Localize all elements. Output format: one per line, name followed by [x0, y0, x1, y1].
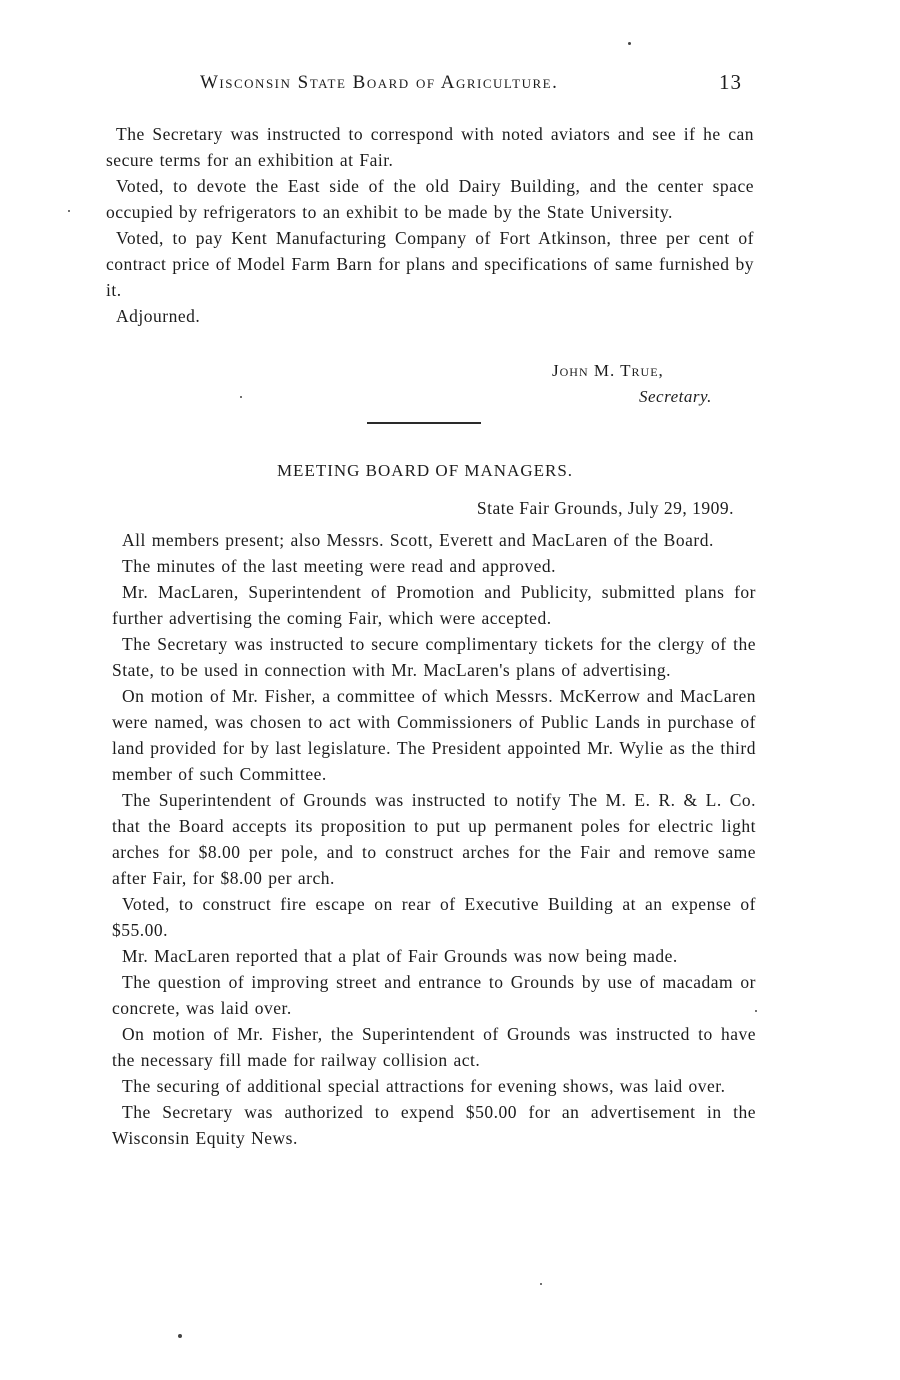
print-speck	[68, 210, 70, 212]
signature-block	[552, 358, 752, 410]
print-speck	[755, 1010, 757, 1012]
paragraph: The Secretary was instructed to correspond with noted aviators and see if he can secure terms for an exhibition at Fair.	[106, 124, 754, 170]
print-speck	[240, 396, 242, 398]
print-speck	[178, 1334, 182, 1338]
first-section-body	[106, 121, 754, 329]
paragraph: The question of improving street and entrance to Grounds by use of macadam or concrete, was laid over.	[112, 972, 756, 1018]
paragraph: Mr. MacLaren reported that a plat of Fair Grounds was now being made.	[122, 946, 678, 966]
paragraph: Mr. MacLaren, Superintendent of Promotion and Publicity, submitted plans for further advertising the coming Fair, which were accepted.	[112, 582, 756, 628]
paragraph: The minutes of the last meeting were read and approved.	[122, 556, 556, 576]
paragraph: Adjourned.	[116, 306, 201, 326]
print-speck	[628, 42, 631, 45]
section-heading: MEETING BOARD OF MANAGERS.	[276, 461, 574, 480]
second-section-body	[112, 527, 756, 1151]
paragraph: The Secretary was instructed to secure complimentary tickets for the clergy of the State, to be used in connection with Mr. MacLaren's plans of advertising.	[112, 634, 756, 680]
paragraph: The Secretary was authorized to expend $50.00 for an advertisement in the Wisconsin Equity News.	[112, 1102, 756, 1148]
paragraph: All members present; also Messrs. Scott, Everett and MacLaren of the Board.	[122, 530, 714, 550]
signature-name: John M. True,	[552, 361, 664, 380]
section-divider	[367, 422, 481, 424]
paragraph: On motion of Mr. Fisher, the Superintendent of Grounds was instructed to have the necessary fill made for railway collision act.	[112, 1024, 756, 1070]
print-speck	[540, 1283, 542, 1285]
paragraph: Voted, to pay Kent Manufacturing Company of Fort Atkinson, three per cent of contract price of Model Farm Barn for plans and specifications of same furnished by it.	[106, 228, 754, 300]
signature-title: Secretary.	[639, 387, 712, 406]
paragraph: On motion of Mr. Fisher, a committee of which Messrs. McKerrow and MacLaren were named, was chosen to act with Commissioners of Public Lands in purchase of land provided for by last legislature. The President appointed Mr. Wylie as the third member of such Committee.	[112, 686, 756, 784]
paragraph: Voted, to construct fire escape on rear of Executive Building at an expense of $55.00.	[112, 894, 756, 940]
paragraph: The Superintendent of Grounds was instructed to notify The M. E. R. & L. Co. that the Board accepts its proposition to put up permanent poles for electric light arches for $8.00 per pole, and to construct arches for the Fair and remove same after Fair, for $8.00 per arch.	[112, 790, 756, 888]
running-title: Wisconsin State Board of Agriculture.	[200, 72, 559, 93]
dateline: State Fair Grounds, July 29, 1909.	[476, 498, 734, 518]
running-head	[100, 72, 750, 102]
page-number: 13	[719, 70, 742, 94]
paragraph: The securing of additional special attractions for evening shows, was laid over.	[122, 1076, 726, 1096]
paragraph: Voted, to devote the East side of the old Dairy Building, and the center space occupied by refrigerators to an exhibit to be made by the State University.	[106, 176, 754, 222]
